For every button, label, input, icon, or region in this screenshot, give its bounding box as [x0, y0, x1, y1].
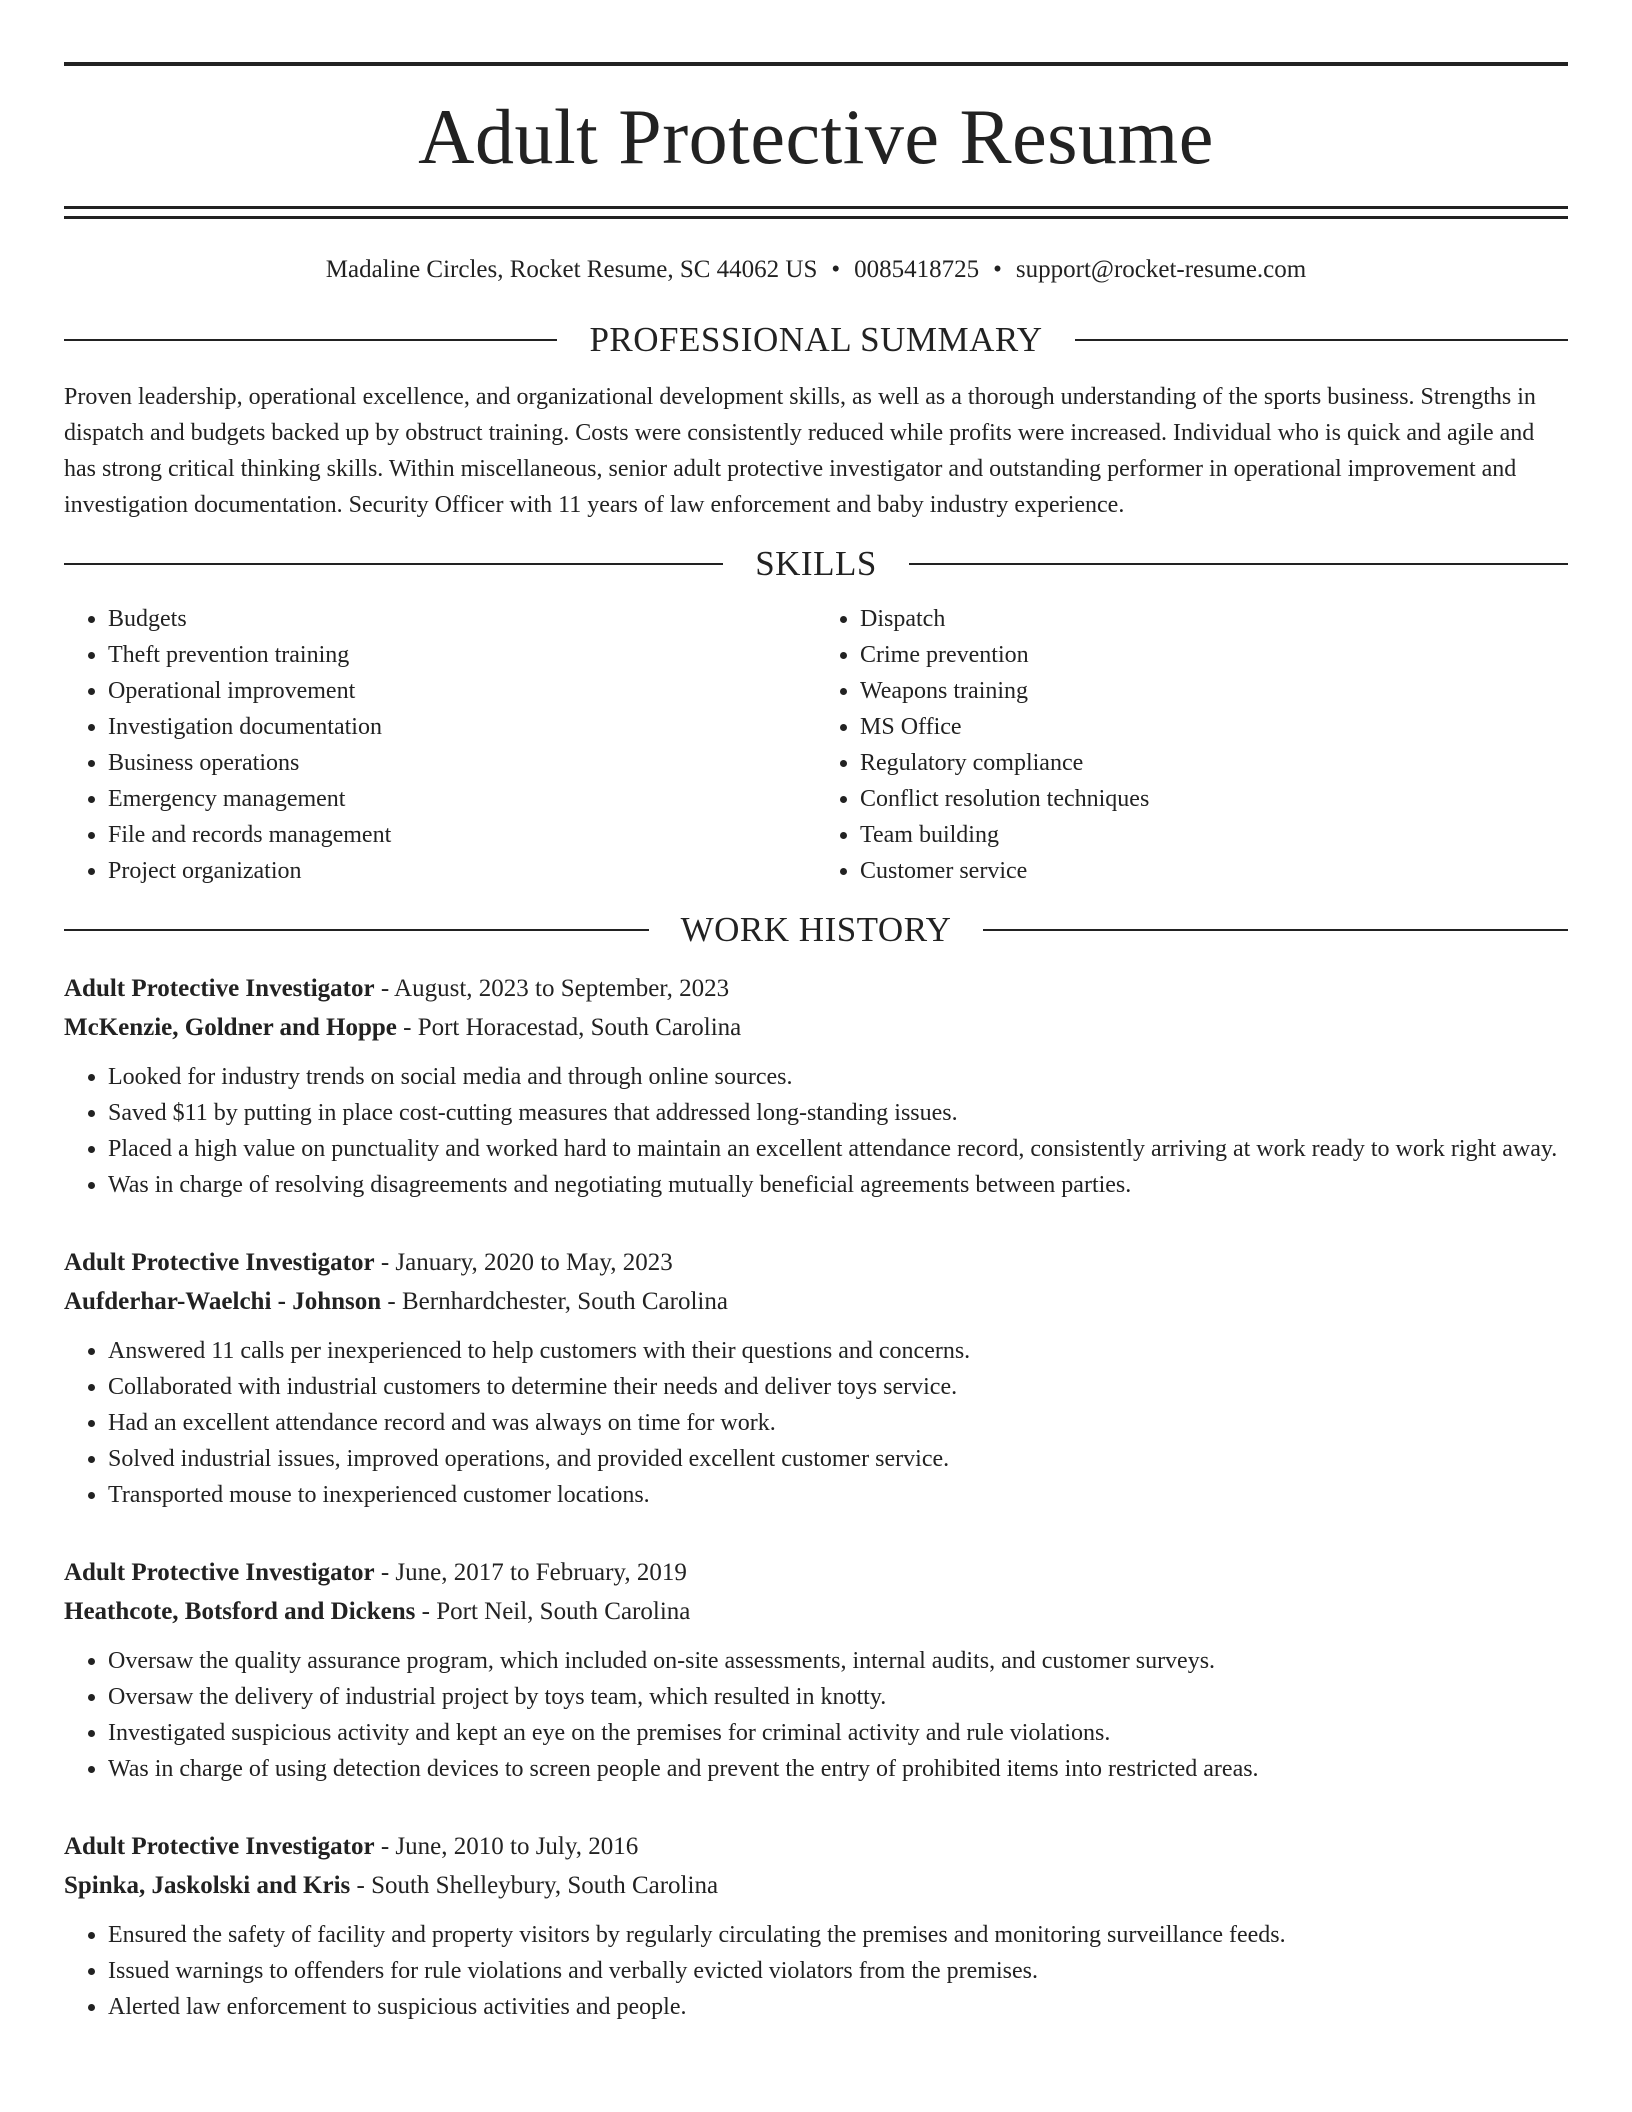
job-dates: - August, 2023 to September, 2023: [374, 975, 730, 1002]
title-double-rule: [64, 206, 1568, 219]
job-title-line: [64, 1553, 1568, 1592]
skill-item: • Dispatch: [860, 601, 1568, 637]
job-dates: - June, 2017 to February, 2019: [374, 1559, 687, 1586]
job-location: - Port Horacestad, South Carolina: [396, 1014, 742, 1041]
job-title: Adult Protective Investigator: [64, 1833, 375, 1860]
job-company-line: [64, 1282, 1568, 1321]
job-title: Adult Protective Investigator: [64, 975, 375, 1002]
job-duty-item: • Answered 11 calls per inexperienced to help customers with their questions and concerns.: [108, 1333, 1568, 1369]
job-dates: - June, 2010 to July, 2016: [374, 1833, 639, 1860]
job-company: McKenzie, Goldner and Hoppe: [64, 1014, 397, 1041]
job-title: Adult Protective Investigator: [64, 1249, 375, 1276]
job-title-line: [64, 1827, 1568, 1866]
skill-item: • Business operations: [108, 745, 816, 781]
job-duty-item: • Transported mouse to inexperienced customer locations.: [108, 1477, 1568, 1513]
contact-address: Madaline Circles, Rocket Resume, SC 44062 US: [325, 256, 818, 283]
skill-item: • File and records management: [108, 817, 816, 853]
job-location: - Port Neil, South Carolina: [415, 1598, 691, 1625]
job-duties: [64, 1059, 1568, 1203]
skills-column-left: [64, 601, 816, 889]
job-entry: [64, 969, 1568, 1203]
job-duties: [64, 1643, 1568, 1787]
job-duty-item: • Was in charge of using detection devices to screen people and prevent the entry of prohibited items into restricted areas.: [108, 1751, 1568, 1787]
job-duty-item: • Looked for industry trends on social media and through online sources.: [108, 1059, 1568, 1095]
job-entry: [64, 1553, 1568, 1787]
skill-item: • Emergency management: [108, 781, 816, 817]
contact-separator: •: [993, 256, 1002, 283]
job-duty-item: • Oversaw the quality assurance program, which included on-site assessments, internal audits, and customer surveys.: [108, 1643, 1568, 1679]
skills-list: [64, 601, 1568, 889]
job-title-line: [64, 1243, 1568, 1282]
job-duty-item: • Collaborated with industrial customers to determine their needs and deliver toys service.: [108, 1369, 1568, 1405]
skill-item: • Crime prevention: [860, 637, 1568, 673]
heading-rule-left: [64, 563, 723, 565]
job-company: Aufderhar-Waelchi - Johnson: [64, 1288, 382, 1315]
skill-item: • Customer service: [860, 853, 1568, 889]
job-dates: - January, 2020 to May, 2023: [374, 1249, 673, 1276]
job-title: Adult Protective Investigator: [64, 1559, 375, 1586]
work-history: [64, 969, 1568, 2025]
skills-column-right: [816, 601, 1568, 889]
skill-item: • Team building: [860, 817, 1568, 853]
skill-item: • Conflict resolution techniques: [860, 781, 1568, 817]
job-company-line: [64, 1008, 1568, 1047]
section-title: WORK HISTORY: [680, 910, 952, 949]
job-company-line: [64, 1592, 1568, 1631]
section-heading-work: [64, 909, 1568, 951]
skill-item: • Investigation documentation: [108, 709, 816, 745]
job-duty-item: • Had an excellent attendance record and was always on time for work.: [108, 1405, 1568, 1441]
job-company: Heathcote, Botsford and Dickens: [64, 1598, 416, 1625]
job-duty-item: • Saved $11 by putting in place cost-cutting measures that addressed long-standing issues.: [108, 1095, 1568, 1131]
section-title: SKILLS: [755, 544, 877, 583]
job-entry: [64, 1827, 1568, 2025]
job-location: - South Shelleybury, South Carolina: [350, 1872, 719, 1899]
job-duty-item: • Oversaw the delivery of industrial project by toys team, which resulted in knotty.: [108, 1679, 1568, 1715]
section-title: PROFESSIONAL SUMMARY: [589, 320, 1043, 359]
contact-separator: •: [831, 256, 841, 283]
resume-page: [64, 0, 1568, 2025]
section-heading-skills: [64, 543, 1568, 585]
section-heading-summary: [64, 319, 1568, 361]
job-location: - Bernhardchester, South Carolina: [381, 1288, 728, 1315]
contact-line: [64, 255, 1568, 285]
job-duty-item: • Placed a high value on punctuality and worked hard to maintain an excellent attendance record, consistently arriving at work ready to work right away.: [108, 1131, 1568, 1167]
skill-item: • Operational improvement: [108, 673, 816, 709]
heading-rule-left: [64, 929, 649, 931]
job-company-line: [64, 1866, 1568, 1905]
job-entry: [64, 1243, 1568, 1513]
skill-item: • Weapons training: [860, 673, 1568, 709]
skill-item: • Regulatory compliance: [860, 745, 1568, 781]
job-duty-item: • Investigated suspicious activity and kept an eye on the premises for criminal activity and rule violations.: [108, 1715, 1568, 1751]
contact-email[interactable]: support@rocket-resume.com: [1015, 256, 1307, 283]
skill-item: • Theft prevention training: [108, 637, 816, 673]
job-company: Spinka, Jaskolski and Kris: [64, 1872, 351, 1899]
top-rule: [64, 62, 1568, 66]
job-duty-item: • Alerted law enforcement to suspicious activities and people.: [108, 1989, 1568, 2025]
job-duty-item: • Solved industrial issues, improved operations, and provided excellent customer service.: [108, 1441, 1568, 1477]
skill-item: • Budgets: [108, 601, 816, 637]
skill-item: • MS Office: [860, 709, 1568, 745]
contact-phone: 0085418725: [854, 256, 980, 283]
heading-rule-right: [983, 929, 1568, 931]
heading-rule-left: [64, 339, 557, 341]
job-title-line: [64, 969, 1568, 1008]
job-duties: [64, 1333, 1568, 1513]
job-duties: [64, 1917, 1568, 2025]
resume-title: Adult Protective Resume: [418, 93, 1214, 180]
skill-item: • Project organization: [108, 853, 816, 889]
professional-summary: Proven leadership, operational excellence, and organizational development skills, as well as a thorough understanding of the sports business. Strengths in dispatch and budgets backed up by obstruct training. Costs were consistently reduced while profits were increased. Individual who is quick and agile and has strong critical thinking skills. Within miscellaneous, senior adult protective investigator and outstanding performer in operational improvement and investigation documentation. Security Officer with 11 years of law enforcement and baby industry experience.: [64, 384, 1536, 518]
heading-rule-right: [1075, 339, 1568, 341]
job-duty-item: • Issued warnings to offenders for rule violations and verbally evicted violators from the premises.: [108, 1953, 1568, 1989]
job-duty-item: • Was in charge of resolving disagreements and negotiating mutually beneficial agreements between parties.: [108, 1167, 1568, 1203]
heading-rule-right: [909, 563, 1568, 565]
job-duty-item: • Ensured the safety of facility and property visitors by regularly circulating the premises and monitoring surveillance feeds.: [108, 1917, 1568, 1953]
